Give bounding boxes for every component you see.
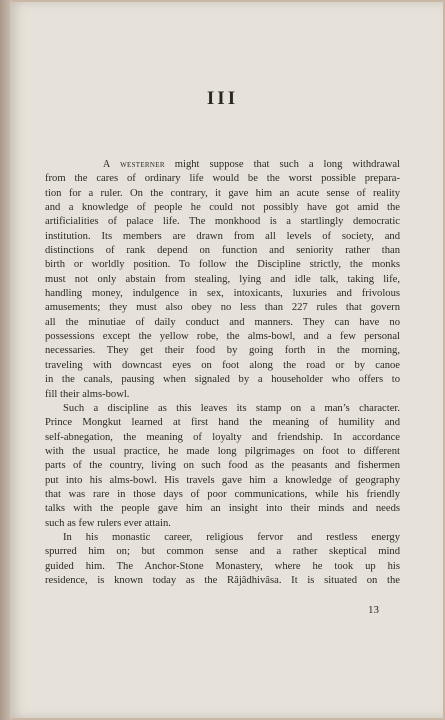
line-text: might suppose that such a long withdrawal — [164, 159, 400, 170]
text-line: fill their alms-bowl. — [45, 388, 130, 400]
text-line: put into his alms-bowl. His travels gave him a knowledge of geography — [45, 474, 400, 486]
paragraph-1-line-1 — [45, 158, 400, 172]
text-line: guided him. The Anchor-Stone Monastery, where he took up his — [45, 560, 400, 572]
text-line: spurred him on; but common sense and a rather skeptical mind — [45, 546, 400, 558]
text-line: distinctions of rank depend on function and seniority rather than — [45, 245, 400, 257]
text-line: must not only abstain from stealing, lying and idle talk, taking life, — [45, 273, 400, 285]
text-line: birth or worldly position. To follow the Discipline strictly, the monks — [45, 259, 400, 271]
text-line: traveling with downcast eyes on foot along the road or by canoe — [45, 359, 400, 371]
text-line: such as few rulers ever attain. — [45, 517, 171, 529]
text-line: institution. Its members are drawn from all levels of society, and — [45, 230, 400, 242]
lead-smallcaps: A westerner — [103, 159, 165, 170]
text-line: self-abnegation, the meaning of loyalty and friendship. In accordance — [45, 431, 400, 443]
body-text — [45, 158, 400, 588]
text-line: and a knowledge of people he could not possibly have got amid the — [45, 202, 400, 214]
text-line: handling money, indulgence in sex, intoxicants, luxuries and frivolous — [45, 288, 400, 300]
page-number: 13 — [368, 604, 379, 616]
text-line: talks with the people gave him an insight into their minds and needs — [45, 503, 400, 515]
text-line: in the canals, pausing when signaled by a householder who offers to — [45, 374, 400, 386]
text-line: from the cares of ordinary life would be the worst possible prepara- — [45, 173, 400, 185]
text-line: amusements; they must also obey no less than 227 rules that govern — [45, 302, 400, 314]
text-line: residence, is known today as the Râjâdhivâsa. It is situated on the — [45, 574, 400, 586]
text-line: with the usual practice, he made long pilgrimages on foot to different — [45, 445, 400, 457]
text-line: Prince Mongkut learned at first hand the meaning of humility and — [45, 417, 400, 429]
text-line: necessaries. They get their food by going forth in the morning, — [45, 345, 400, 357]
text-line: that was rare in those days of poor communications, while his friendly — [45, 488, 400, 500]
text-line: artificialities of palace life. The monkhood is a startlingly democratic — [45, 216, 400, 228]
text-line: In his monastic career, religious fervor and restless energy — [63, 531, 400, 543]
text-line: parts of the country, living on such food as the peasants and fishermen — [45, 460, 400, 472]
text-line: possessions except the yellow robe, the alms-bowl, and a few personal — [45, 331, 400, 343]
text-line: tion for a ruler. On the contrary, it gave him an acute sense of reality — [45, 187, 400, 199]
text-line: all the minutiae of daily conduct and manners. They can have no — [45, 316, 400, 328]
chapter-heading: III — [206, 88, 239, 109]
text-line: Such a discipline as this leaves its stamp on a man’s character. — [63, 402, 400, 414]
